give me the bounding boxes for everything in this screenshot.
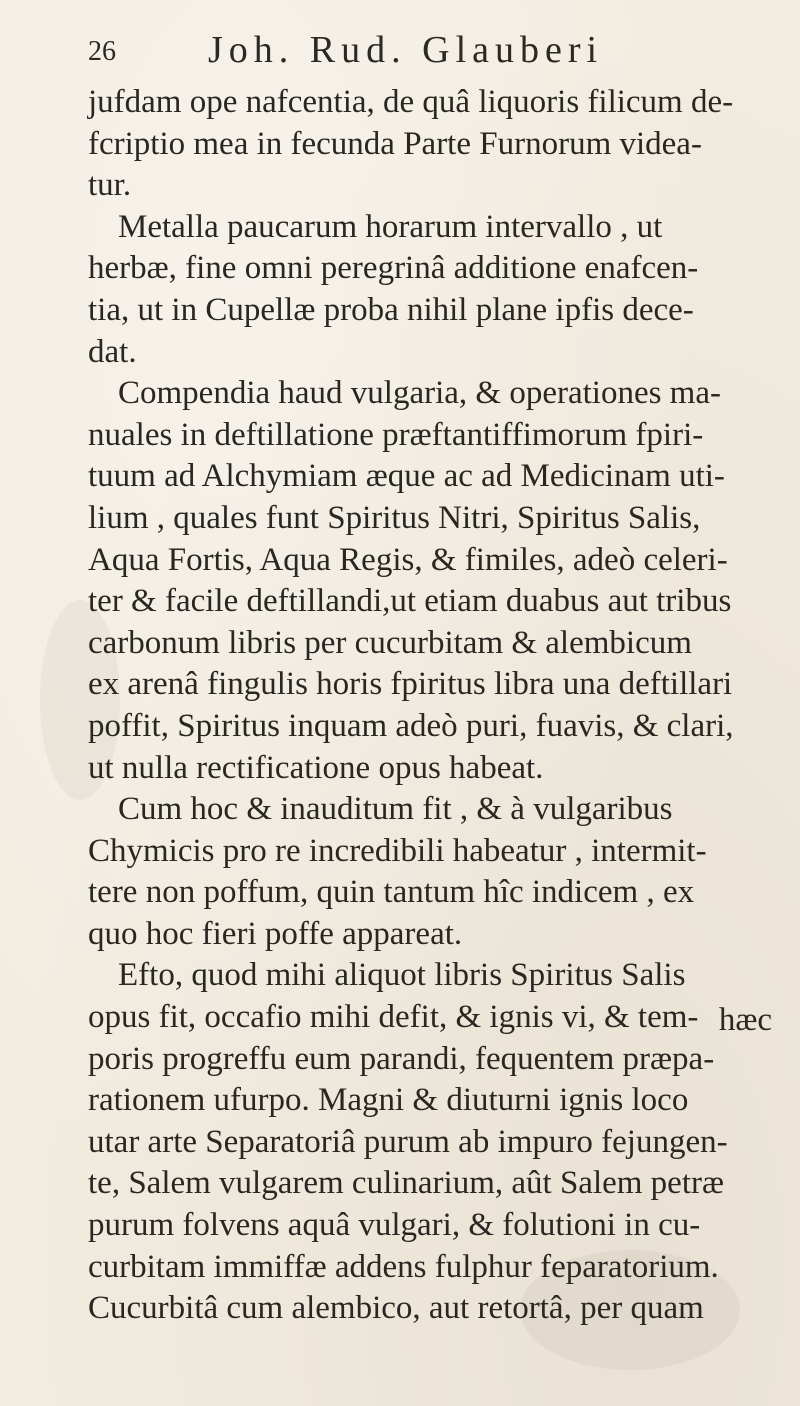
text-line: Cucurbitâ cum alembico, aut retortâ, per quam	[88, 1290, 704, 1327]
text-line: curbitam immiffæ addens fulphur feparatorium.	[88, 1248, 719, 1285]
text-line: poffit, Spiritus inquam adeò puri, fuavis, & clari,	[88, 707, 734, 744]
catchword: hæc	[718, 1002, 772, 1038]
text-line: tere non poffum, quin tantum hîc indicem , ex	[88, 874, 695, 911]
running-head: Joh. Rud. Glauberi	[208, 29, 604, 71]
text-line: Metalla paucarum horarum intervallo , ut	[118, 208, 663, 245]
text-line: ter & facile deftillandi,ut etiam duabus aut tribus	[88, 583, 732, 620]
text-line: fcriptio mea in fecunda Parte Furnorum videa-	[88, 125, 702, 162]
text-line: poris progreffu eum parandi, fequentem præpa-	[88, 1040, 715, 1077]
text-line: opus fit, occafio mihi defit, & ignis vi, & tem-	[88, 999, 699, 1036]
text-line: ex arenâ fingulis horis fpiritus libra una deftillari	[88, 666, 733, 703]
body-text	[88, 82, 780, 1330]
text-line: rationem ufurpo. Magni & diuturni ignis loco	[88, 1082, 689, 1119]
text-line: jufdam ope nafcentia, de quâ liquoris filicum de-	[88, 84, 734, 120]
text-line: Compendia haud vulgaria, & operationes ma-	[118, 375, 721, 412]
text-line: dat.	[88, 333, 137, 370]
text-line: herbæ, fine omni peregrinâ additione enafcen-	[88, 250, 699, 287]
text-line: carbonum libris per cucurbitam & alembicum	[88, 624, 692, 661]
text-line: Cum hoc & inauditum fit , & à vulgaribus	[118, 791, 673, 828]
text-line: utar arte Separatoriâ purum ab impuro fejungen-	[88, 1123, 728, 1160]
page-number: 26	[88, 36, 116, 67]
text-line: nuales in deftillatione præftantiffimorum fpiri-	[88, 416, 704, 453]
text-line: Aqua Fortis, Aqua Regis, & fimiles, adeò celeri-	[88, 541, 728, 578]
text-line: quo hoc fieri poffe appareat.	[88, 915, 463, 952]
text-line: te, Salem vulgarem culinarium, aût Salem petræ	[88, 1165, 724, 1202]
text-line: Efto, quod mihi aliquot libris Spiritus Salis	[118, 957, 686, 994]
text-line: lium , quales funt Spiritus Nitri, Spiritus Salis,	[88, 499, 701, 536]
text-line: tia, ut in Cupellæ proba nihil plane ipfis dece-	[88, 291, 694, 328]
page-header	[88, 28, 728, 84]
text-line: tur.	[88, 167, 132, 204]
text-line: tuum ad Alchymiam æque ac ad Medicinam uti-	[88, 458, 725, 495]
text-line: purum folvens aquâ vulgari, & folutioni in cu-	[88, 1207, 701, 1244]
text-line: Chymicis pro re incredibili habeatur , intermit-	[88, 832, 707, 869]
text-line: ut nulla rectificatione opus habeat.	[88, 749, 544, 786]
